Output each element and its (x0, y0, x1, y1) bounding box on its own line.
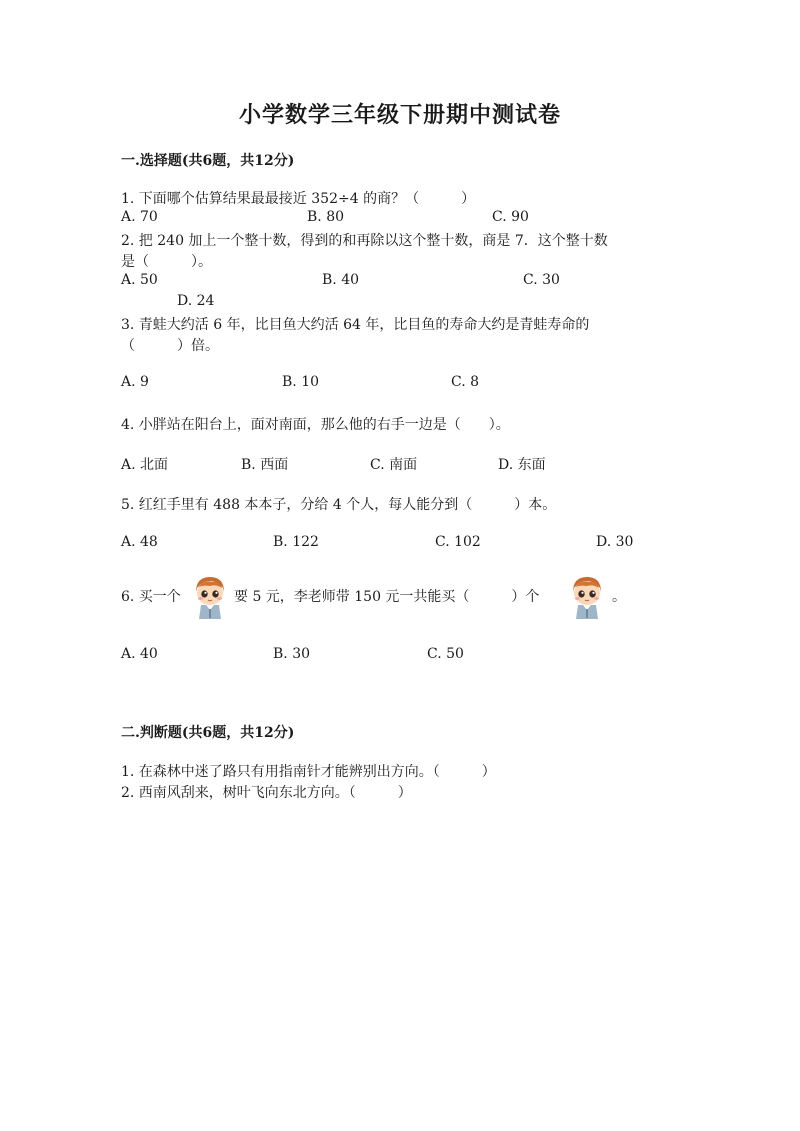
q1-option-a: A. 70 (121, 209, 158, 225)
question-6-part-c: 。 (612, 589, 626, 605)
q2-option-b: B. 40 (322, 272, 360, 288)
question-3: 3. 青蛙大约活 6 年，比目鱼大约活 64 年，比目鱼的寿命大约是青蛙寿命的 (121, 317, 590, 333)
q5-option-d: D. 30 (596, 534, 634, 550)
q6-option-a: A. 40 (121, 646, 158, 662)
q4-option-d: D. 东面 (498, 457, 546, 473)
q2-option-c: C. 30 (523, 272, 560, 288)
judgement-question-1: 1. 在森林中迷了路只有用指南针才能辨别出方向。（ ） (121, 764, 496, 780)
q6-option-b: B. 30 (273, 646, 311, 662)
question-3-line2: （ ）倍。 (121, 338, 219, 354)
q5-option-c: C. 102 (435, 534, 481, 550)
question-6-part-a: 6. 买一个 (121, 589, 181, 605)
q4-option-a: A. 北面 (121, 457, 169, 473)
question-4: 4. 小胖站在阳台上，面对南面，那么他的右手一边是（ ）。 (121, 417, 510, 433)
q6-option-c: C. 50 (427, 646, 464, 662)
question-5: 5. 红红手里有 488 本本子，分给 4 个人，每人能分到（ ）本。 (121, 497, 557, 513)
q1-option-c: C. 90 (492, 209, 529, 225)
q1-option-b: B. 80 (307, 209, 345, 225)
cartoon-boy-icon (567, 574, 607, 620)
cartoon-boy-icon (190, 574, 230, 620)
section-heading-judgement: 二.判断题(共6题，共12分) (121, 725, 295, 741)
question-6-part-b: 要 5 元，李老师带 150 元一共能买（ ）个 (234, 589, 540, 605)
judgement-question-2: 2. 西南风刮来，树叶飞向东北方向。（ ） (121, 785, 412, 801)
q2-option-a: A. 50 (121, 272, 158, 288)
q2-option-d: D. 24 (177, 293, 215, 309)
q4-option-c: C. 南面 (370, 457, 418, 473)
q5-option-b: B. 122 (273, 534, 319, 550)
q3-option-a: A. 9 (121, 374, 149, 390)
page-title: 小学数学三年级下册期中测试卷 (238, 102, 561, 128)
question-2: 2. 把 240 加上一个整十数，得到的和再除以这个整十数，商是 7．这个整十数 (121, 233, 608, 249)
question-2-line2: 是（ ）。 (121, 254, 212, 270)
section-heading-choice: 一.选择题(共6题，共12分) (121, 153, 295, 169)
q3-option-b: B. 10 (282, 374, 320, 390)
q4-option-b: B. 西面 (241, 457, 289, 473)
q5-option-a: A. 48 (121, 534, 158, 550)
question-1: 1. 下面哪个估算结果最最接近 352÷4 的商？（ ） (121, 191, 476, 207)
q3-option-c: C. 8 (451, 374, 480, 390)
